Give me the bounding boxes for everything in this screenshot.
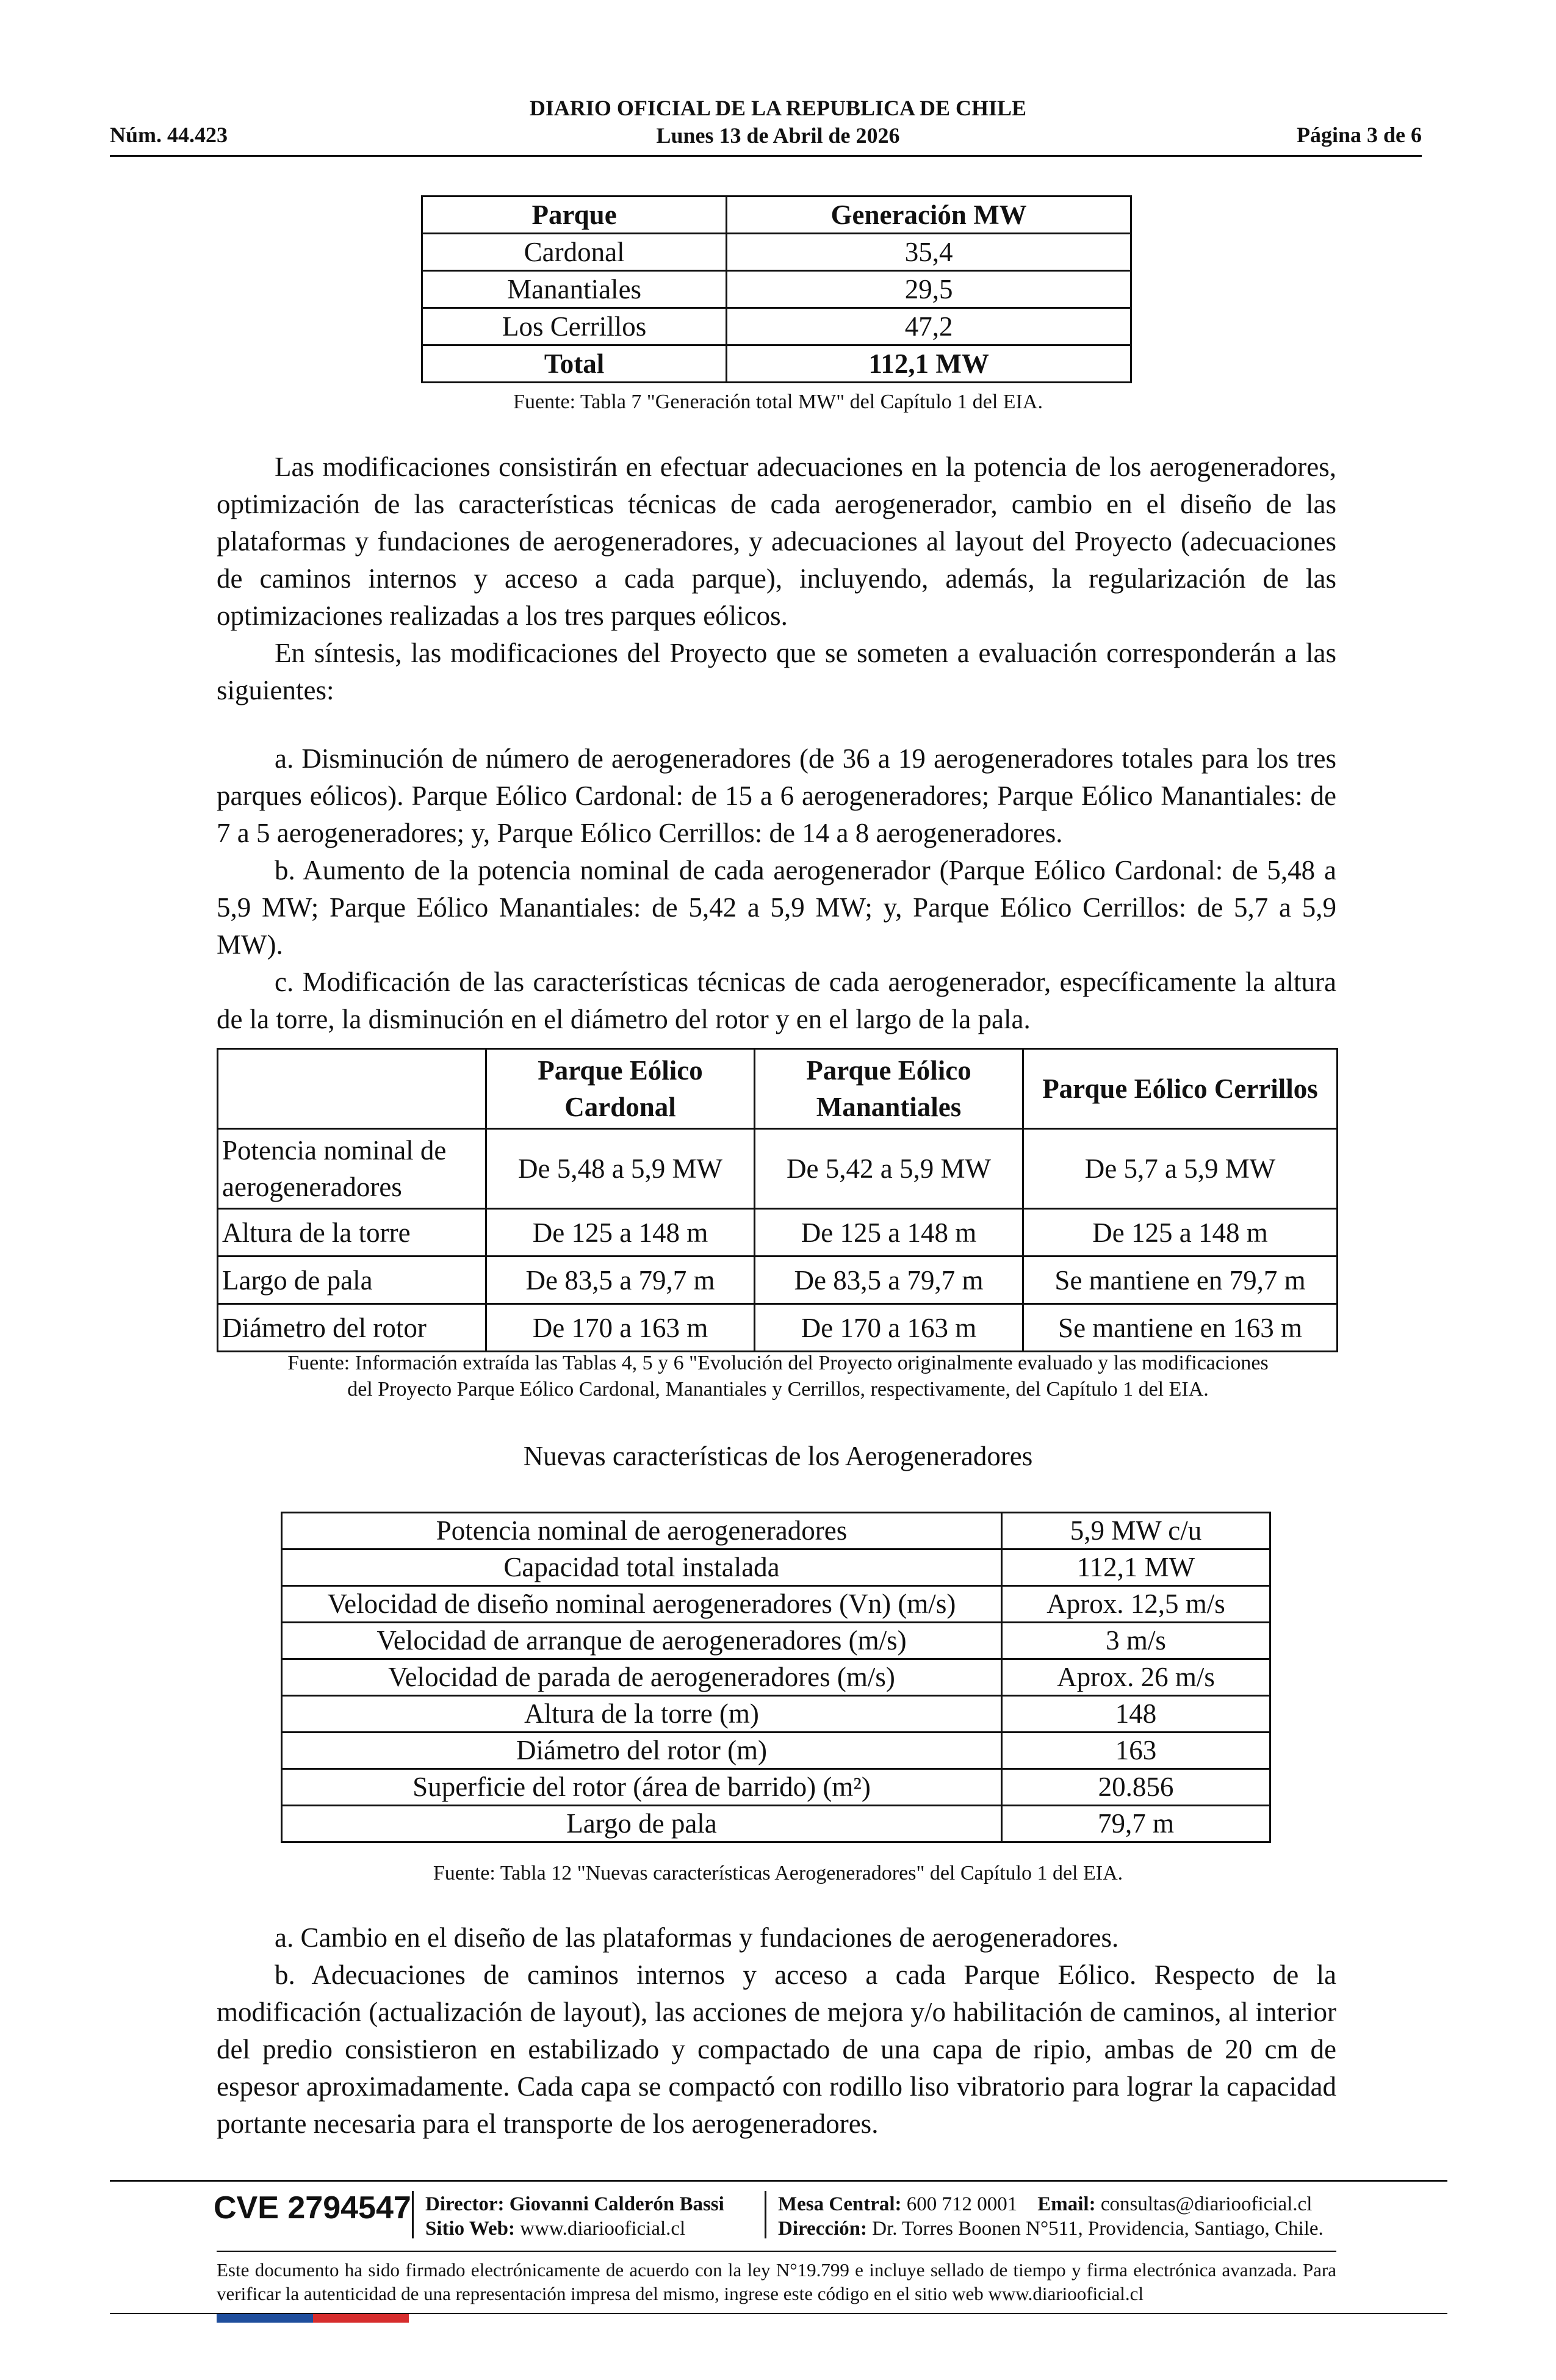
legal-notice: Este documento ha sido firmado electrónicamente de acuerdo con la ley N°19.799 e incluye sellado de tiempo y firma electrónica avanzada. Para verificar la autenticidad de una representación impresa del mismo, ingrese este código en el sitio web www.diariooficial.cl	[217, 2259, 1336, 2304]
email-label: Email:	[1037, 2193, 1096, 2215]
spec-value: 163	[1002, 1733, 1270, 1769]
page-number: Página 3 de 6	[1296, 123, 1422, 147]
table-cell: De 83,5 a 79,7 m	[486, 1257, 755, 1304]
spec-label: Velocidad de arranque de aerogeneradores (m/s)	[282, 1623, 1002, 1659]
modification-list	[217, 740, 1336, 1038]
flag-stripe	[217, 2314, 409, 2323]
column-header: Parque Eólico Cardonal	[486, 1049, 755, 1129]
table-row	[218, 1129, 1338, 1209]
footer-director-block	[425, 2192, 724, 2241]
spec-value: Aprox. 26 m/s	[1002, 1659, 1270, 1696]
issue-number: Núm. 44.423	[110, 123, 228, 147]
phone-number: 600 712 0001	[906, 2193, 1018, 2215]
web-label: Sitio Web:	[425, 2218, 516, 2240]
table-row	[282, 1733, 1270, 1769]
stripe-red	[313, 2314, 409, 2323]
adjustments-list	[217, 1919, 1336, 2143]
column-header: Parque Eólico Manantiales	[755, 1049, 1023, 1129]
row-label: Potencia nominal de aerogeneradores	[218, 1129, 486, 1209]
list-item: a. Disminución de número de aerogeneradores (de 36 a 19 aerogeneradores totales para los tres parques eólicos). Parque Eólico Cardonal: de 15 a 6 aerogeneradores; Parque Eólico Manantiales: de 7 a 5 aerogeneradores; y, Parque Eólico Cerrillos: de 14 a 8 aerogeneradores.	[217, 743, 1336, 848]
row-label: Altura de la torre	[218, 1209, 486, 1257]
spec-label: Velocidad de parada de aerogeneradores (m/s)	[282, 1659, 1002, 1696]
table-cell: 47,2	[727, 308, 1131, 345]
spec-value: 5,9 MW c/u	[1002, 1513, 1270, 1549]
table-source	[0, 1350, 1556, 1402]
email-link[interactable]: consultas@diariooficial.cl	[1100, 2193, 1313, 2215]
table-row	[282, 1696, 1270, 1733]
table-row	[422, 234, 1131, 271]
table-cell: De 5,42 a 5,9 MW	[755, 1129, 1023, 1209]
table-cell: De 125 a 148 m	[1023, 1209, 1338, 1257]
footer-divider	[217, 2251, 1336, 2252]
footer-contact-block	[778, 2192, 1324, 2241]
spec-value: 3 m/s	[1002, 1623, 1270, 1659]
list-item: b. Aumento de la potencia nominal de cada aerogenerador (Parque Eólico Cardonal: de 5,48 a 5,9 MW; Parque Eólico Manantiales: de 5,42 a 5,9 MW; y, Parque Eólico Cerrillos: de 5,7 a 5,9 MW).	[217, 855, 1336, 960]
table-header-row	[422, 197, 1131, 234]
table-row	[422, 271, 1131, 308]
table-cell: De 5,48 a 5,9 MW	[486, 1129, 755, 1209]
spec-value: 79,7 m	[1002, 1806, 1270, 1842]
parks-comparison-table	[217, 1048, 1338, 1352]
body-text	[217, 449, 1336, 709]
spec-label: Diámetro del rotor (m)	[282, 1733, 1002, 1769]
newspaper-title: DIARIO OFICIAL DE LA REPUBLICA DE CHILE	[529, 96, 1027, 120]
issue-date: Lunes 13 de Abril de 2026	[656, 123, 900, 148]
table-cell: Total	[422, 345, 727, 383]
table-row	[422, 308, 1131, 345]
table-cell: De 125 a 148 m	[486, 1209, 755, 1257]
row-label: Largo de pala	[218, 1257, 486, 1304]
table-cell: De 83,5 a 79,7 m	[755, 1257, 1023, 1304]
table-row	[282, 1623, 1270, 1659]
source-line: Fuente: Información extraída las Tablas 4, 5 y 6 "Evolución del Proyecto originalmente evaluado y las modificaciones	[287, 1352, 1269, 1374]
table-row	[218, 1304, 1338, 1352]
director-label: Director:	[425, 2193, 505, 2215]
table-source: Fuente: Tabla 7 "Generación total MW" del Capítulo 1 del EIA.	[513, 391, 1043, 413]
table-row	[282, 1586, 1270, 1623]
table-cell: De 5,7 a 5,9 MW	[1023, 1129, 1338, 1209]
website-link[interactable]: www.diariooficial.cl	[520, 2218, 686, 2240]
table-cell: Manantiales	[422, 271, 727, 308]
list-item: a. Cambio en el diseño de las plataformas y fundaciones de aerogeneradores.	[275, 1922, 1119, 1953]
table-header-row	[218, 1049, 1338, 1129]
spec-label: Superficie del rotor (área de barrido) (m²)	[282, 1769, 1002, 1806]
footer-divider	[110, 2180, 1447, 2182]
table-source: Fuente: Tabla 12 "Nuevas características Aerogeneradores" del Capítulo 1 del EIA.	[433, 1862, 1123, 1884]
table-cell: Cardonal	[422, 234, 727, 271]
address: Dr. Torres Boonen N°511, Providencia, Santiago, Chile.	[872, 2218, 1324, 2240]
table-cell: De 170 a 163 m	[486, 1304, 755, 1352]
table-row	[282, 1549, 1270, 1586]
paragraph: En síntesis, las modificaciones del Proyecto que se someten a evaluación corresponderán a las siguientes:	[217, 638, 1336, 705]
table-row	[282, 1769, 1270, 1806]
row-label: Diámetro del rotor	[218, 1304, 486, 1352]
footer-separator	[765, 2191, 766, 2238]
table-total-row	[422, 345, 1131, 383]
spec-value: Aprox. 12,5 m/s	[1002, 1586, 1270, 1623]
list-item: b. Adecuaciones de caminos internos y acceso a cada Parque Eólico. Respecto de la modificación (actualización de layout), las acciones de mejora y/o habilitación de caminos, al interior del predio consistieron en estabilizado y compactado de una capa de ripio, ambas de 20 cm de espesor aproximadamente. Cada capa se compactó con rodillo liso vibratorio para lograr la capacidad portante necesaria para el transporte de los aerogeneradores.	[217, 1960, 1336, 2139]
address-label: Dirección:	[778, 2218, 868, 2240]
table-cell: De 125 a 148 m	[755, 1209, 1023, 1257]
table-cell: Se mantiene en 163 m	[1023, 1304, 1338, 1352]
generation-table	[421, 195, 1132, 383]
table-cell: 35,4	[727, 234, 1131, 271]
spec-label: Largo de pala	[282, 1806, 1002, 1842]
spec-label: Potencia nominal de aerogeneradores	[282, 1513, 1002, 1549]
director-name: Giovanni Calderón Bassi	[509, 2193, 724, 2215]
table-cell: 29,5	[727, 271, 1131, 308]
source-line: del Proyecto Parque Eólico Cardonal, Manantiales y Cerrillos, respectivamente, del Capítulo 1 del EIA.	[347, 1378, 1209, 1401]
spec-label: Altura de la torre (m)	[282, 1696, 1002, 1733]
table-row	[218, 1209, 1338, 1257]
column-header	[218, 1049, 486, 1129]
footer-separator	[412, 2191, 414, 2238]
turbine-specs-table	[281, 1512, 1271, 1843]
table-row	[282, 1659, 1270, 1696]
column-header: Parque	[422, 197, 727, 234]
spec-value: 148	[1002, 1696, 1270, 1733]
paragraph: Las modificaciones consistirán en efectuar adecuaciones en la potencia de los aerogeneradores, optimización de las características técnicas de cada aerogenerador, cambio en el diseño de las plataformas y fundaciones de aerogeneradores, y adecuaciones al layout del Proyecto (adecuaciones de caminos internos y acceso a cada parque), incluyendo, además, la regularización de las optimizaciones realizadas a los tres parques eólicos.	[217, 452, 1336, 631]
table-row	[282, 1806, 1270, 1842]
stripe-blue	[217, 2314, 313, 2323]
table-cell: De 170 a 163 m	[755, 1304, 1023, 1352]
spec-value: 20.856	[1002, 1769, 1270, 1806]
table-row	[282, 1513, 1270, 1549]
column-header: Parque Eólico Cerrillos	[1023, 1049, 1338, 1129]
list-item: c. Modificación de las características técnicas de cada aerogenerador, específicamente la altura de la torre, la disminución en el diámetro del rotor y en el largo de la pala.	[217, 967, 1336, 1034]
table-cell: Se mantiene en 79,7 m	[1023, 1257, 1338, 1304]
spec-label: Velocidad de diseño nominal aerogeneradores (Vn) (m/s)	[282, 1586, 1002, 1623]
column-header: Generación MW	[727, 197, 1131, 234]
spec-label: Capacidad total instalada	[282, 1549, 1002, 1586]
phone-label: Mesa Central:	[778, 2193, 902, 2215]
table-cell: Los Cerrillos	[422, 308, 727, 345]
section-title: Nuevas características de los Aerogeneradores	[523, 1441, 1033, 1471]
spec-value: 112,1 MW	[1002, 1549, 1270, 1586]
cve-code: CVE 2794547	[214, 2190, 411, 2226]
table-row	[218, 1257, 1338, 1304]
table-cell: 112,1 MW	[727, 345, 1131, 383]
header-divider	[110, 155, 1422, 157]
